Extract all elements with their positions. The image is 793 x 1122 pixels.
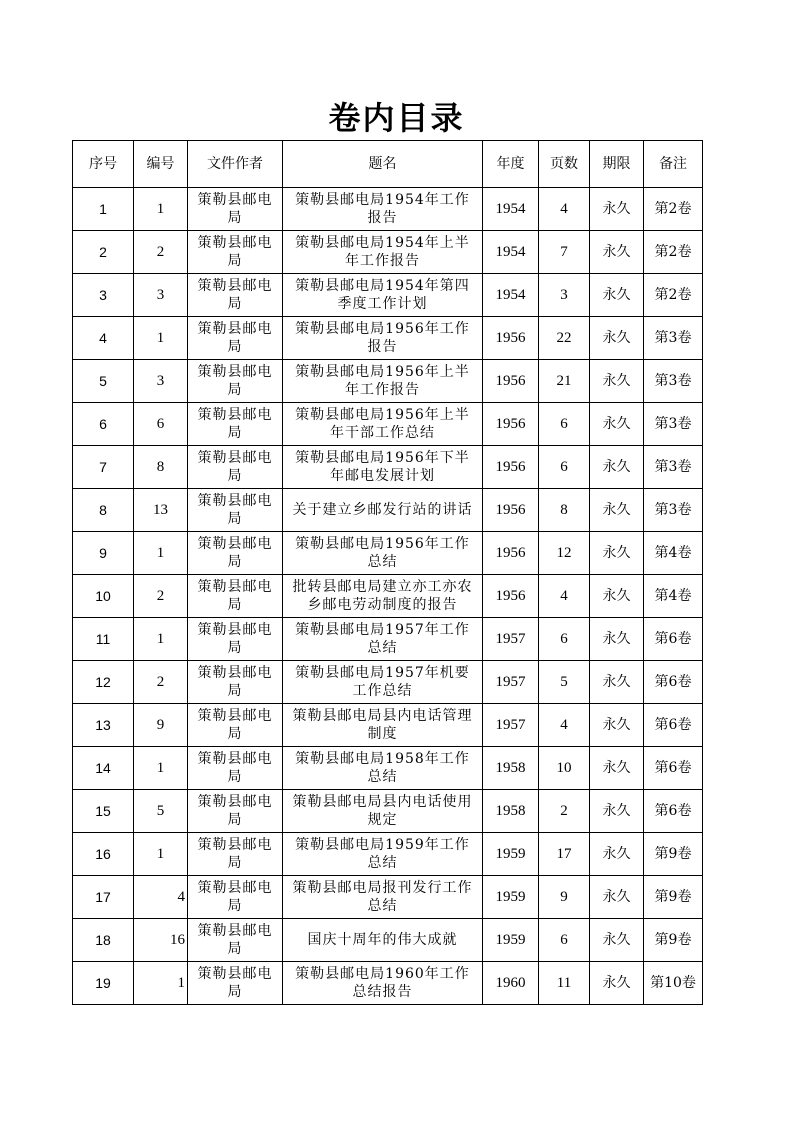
header-year: 年度 — [483, 141, 539, 188]
cell-year: 1958 — [483, 790, 539, 833]
cell-year: 1959 — [483, 876, 539, 919]
cell-code: 13 — [134, 489, 188, 532]
header-pages: 页数 — [539, 141, 590, 188]
cell-year: 1954 — [483, 231, 539, 274]
cell-code: 3 — [134, 360, 188, 403]
cell-seq: 12 — [73, 661, 134, 704]
page-title: 卷内目录 — [328, 99, 465, 137]
cell-note: 第10卷 — [644, 962, 703, 1005]
cell-code: 4 — [134, 876, 188, 919]
cell-name: 批转县邮电局建立亦工亦农乡邮电劳动制度的报告 — [283, 575, 483, 618]
cell-pages: 22 — [539, 317, 590, 360]
cell-note: 第4卷 — [644, 532, 703, 575]
cell-name: 策勒县邮电局1957年工作总结 — [283, 618, 483, 661]
cell-author: 策勒县邮电局 — [188, 317, 283, 360]
cell-seq: 16 — [73, 833, 134, 876]
cell-term: 永久 — [590, 489, 644, 532]
cell-pages: 6 — [539, 403, 590, 446]
cell-author: 策勒县邮电局 — [188, 575, 283, 618]
cell-code: 1 — [134, 188, 188, 231]
cell-author: 策勒县邮电局 — [188, 704, 283, 747]
cell-pages: 9 — [539, 876, 590, 919]
header-seq: 序号 — [73, 141, 134, 188]
table-row — [73, 274, 703, 317]
cell-note: 第3卷 — [644, 317, 703, 360]
header-row — [73, 141, 703, 188]
cell-name: 策勒县邮电局1956年工作总结 — [283, 532, 483, 575]
cell-term: 永久 — [590, 274, 644, 317]
cell-term: 永久 — [590, 704, 644, 747]
cell-code: 3 — [134, 274, 188, 317]
cell-year: 1956 — [483, 532, 539, 575]
cell-pages: 5 — [539, 661, 590, 704]
cell-pages: 4 — [539, 704, 590, 747]
table-row — [73, 360, 703, 403]
cell-pages: 10 — [539, 747, 590, 790]
cell-author: 策勒县邮电局 — [188, 403, 283, 446]
table-row — [73, 403, 703, 446]
cell-term: 永久 — [590, 661, 644, 704]
cell-pages: 6 — [539, 618, 590, 661]
cell-note: 第2卷 — [644, 188, 703, 231]
cell-seq: 10 — [73, 575, 134, 618]
table-row — [73, 188, 703, 231]
table-header — [73, 141, 703, 188]
cell-year: 1956 — [483, 575, 539, 618]
cell-year: 1958 — [483, 747, 539, 790]
cell-seq: 19 — [73, 962, 134, 1005]
cell-year: 1956 — [483, 317, 539, 360]
cell-pages: 11 — [539, 962, 590, 1005]
table-row — [73, 747, 703, 790]
table-body — [73, 188, 703, 1005]
cell-term: 永久 — [590, 962, 644, 1005]
cell-name: 策勒县邮电局1956年上半年工作报告 — [283, 360, 483, 403]
cell-code: 1 — [134, 618, 188, 661]
cell-seq: 18 — [73, 919, 134, 962]
cell-term: 永久 — [590, 231, 644, 274]
cell-name: 策勒县邮电局1956年下半年邮电发展计划 — [283, 446, 483, 489]
cell-term: 永久 — [590, 833, 644, 876]
cell-author: 策勒县邮电局 — [188, 360, 283, 403]
cell-note: 第6卷 — [644, 661, 703, 704]
cell-seq: 11 — [73, 618, 134, 661]
cell-author: 策勒县邮电局 — [188, 661, 283, 704]
cell-author: 策勒县邮电局 — [188, 188, 283, 231]
cell-name: 关于建立乡邮发行站的讲话 — [283, 489, 483, 532]
cell-name: 策勒县邮电局1958年工作总结 — [283, 747, 483, 790]
cell-note: 第6卷 — [644, 618, 703, 661]
cell-name: 策勒县邮电局1956年上半年干部工作总结 — [283, 403, 483, 446]
table-row — [73, 876, 703, 919]
cell-name: 策勒县邮电局1956年工作报告 — [283, 317, 483, 360]
cell-pages: 12 — [539, 532, 590, 575]
cell-pages: 3 — [539, 274, 590, 317]
cell-name: 策勒县邮电局报刊发行工作总结 — [283, 876, 483, 919]
cell-note: 第4卷 — [644, 575, 703, 618]
cell-note: 第9卷 — [644, 919, 703, 962]
cell-note: 第3卷 — [644, 360, 703, 403]
cell-year: 1956 — [483, 403, 539, 446]
cell-term: 永久 — [590, 790, 644, 833]
cell-term: 永久 — [590, 919, 644, 962]
cell-seq: 2 — [73, 231, 134, 274]
cell-term: 永久 — [590, 317, 644, 360]
header-name: 题名 — [283, 141, 483, 188]
cell-year: 1957 — [483, 661, 539, 704]
cell-seq: 15 — [73, 790, 134, 833]
cell-code: 1 — [134, 962, 188, 1005]
cell-author: 策勒县邮电局 — [188, 790, 283, 833]
cell-code: 2 — [134, 661, 188, 704]
cell-seq: 3 — [73, 274, 134, 317]
cell-note: 第2卷 — [644, 231, 703, 274]
cell-year: 1960 — [483, 962, 539, 1005]
cell-code: 1 — [134, 747, 188, 790]
cell-pages: 4 — [539, 575, 590, 618]
cell-name: 策勒县邮电局1960年工作总结报告 — [283, 962, 483, 1005]
table-row — [73, 661, 703, 704]
cell-name: 策勒县邮电局1954年工作报告 — [283, 188, 483, 231]
header-code: 编号 — [134, 141, 188, 188]
cell-pages: 8 — [539, 489, 590, 532]
table-row — [73, 618, 703, 661]
cell-code: 9 — [134, 704, 188, 747]
cell-note: 第3卷 — [644, 446, 703, 489]
catalog-table — [72, 140, 703, 1005]
cell-seq: 7 — [73, 446, 134, 489]
cell-author: 策勒县邮电局 — [188, 274, 283, 317]
cell-author: 策勒县邮电局 — [188, 833, 283, 876]
cell-code: 8 — [134, 446, 188, 489]
cell-term: 永久 — [590, 360, 644, 403]
cell-code: 1 — [134, 317, 188, 360]
cell-note: 第9卷 — [644, 833, 703, 876]
cell-pages: 4 — [539, 188, 590, 231]
table-row — [73, 575, 703, 618]
cell-pages: 7 — [539, 231, 590, 274]
cell-author: 策勒县邮电局 — [188, 489, 283, 532]
cell-code: 6 — [134, 403, 188, 446]
cell-year: 1959 — [483, 833, 539, 876]
cell-author: 策勒县邮电局 — [188, 919, 283, 962]
cell-term: 永久 — [590, 188, 644, 231]
cell-note: 第3卷 — [644, 489, 703, 532]
cell-year: 1957 — [483, 618, 539, 661]
cell-note: 第2卷 — [644, 274, 703, 317]
cell-year: 1957 — [483, 704, 539, 747]
cell-note: 第6卷 — [644, 747, 703, 790]
cell-code: 16 — [134, 919, 188, 962]
cell-name: 策勒县邮电局县内电话使用规定 — [283, 790, 483, 833]
cell-year: 1956 — [483, 446, 539, 489]
table-row — [73, 704, 703, 747]
cell-pages: 2 — [539, 790, 590, 833]
cell-author: 策勒县邮电局 — [188, 446, 283, 489]
table-row — [73, 833, 703, 876]
cell-note: 第3卷 — [644, 403, 703, 446]
cell-term: 永久 — [590, 575, 644, 618]
table-row — [73, 317, 703, 360]
cell-code: 1 — [134, 833, 188, 876]
cell-note: 第6卷 — [644, 704, 703, 747]
cell-seq: 6 — [73, 403, 134, 446]
cell-author: 策勒县邮电局 — [188, 962, 283, 1005]
cell-seq: 17 — [73, 876, 134, 919]
cell-year: 1959 — [483, 919, 539, 962]
cell-year: 1954 — [483, 188, 539, 231]
cell-seq: 1 — [73, 188, 134, 231]
header-note: 备注 — [644, 141, 703, 188]
table-row — [73, 446, 703, 489]
cell-seq: 8 — [73, 489, 134, 532]
cell-seq: 4 — [73, 317, 134, 360]
cell-code: 5 — [134, 790, 188, 833]
cell-author: 策勒县邮电局 — [188, 747, 283, 790]
table-row — [73, 532, 703, 575]
table-row — [73, 231, 703, 274]
table-row — [73, 790, 703, 833]
cell-year: 1954 — [483, 274, 539, 317]
cell-code: 2 — [134, 575, 188, 618]
cell-pages: 21 — [539, 360, 590, 403]
table-row — [73, 962, 703, 1005]
cell-pages: 6 — [539, 919, 590, 962]
cell-code: 2 — [134, 231, 188, 274]
cell-author: 策勒县邮电局 — [188, 532, 283, 575]
cell-code: 1 — [134, 532, 188, 575]
cell-term: 永久 — [590, 446, 644, 489]
cell-name: 策勒县邮电局1959年工作总结 — [283, 833, 483, 876]
cell-pages: 17 — [539, 833, 590, 876]
cell-note: 第9卷 — [644, 876, 703, 919]
header-author: 文件作者 — [188, 141, 283, 188]
cell-seq: 14 — [73, 747, 134, 790]
cell-name: 国庆十周年的伟大成就 — [283, 919, 483, 962]
cell-name: 策勒县邮电局县内电话管理制度 — [283, 704, 483, 747]
cell-author: 策勒县邮电局 — [188, 231, 283, 274]
cell-author: 策勒县邮电局 — [188, 618, 283, 661]
cell-seq: 5 — [73, 360, 134, 403]
cell-year: 1956 — [483, 489, 539, 532]
table-row — [73, 919, 703, 962]
cell-term: 永久 — [590, 532, 644, 575]
cell-seq: 13 — [73, 704, 134, 747]
cell-term: 永久 — [590, 403, 644, 446]
cell-term: 永久 — [590, 747, 644, 790]
cell-name: 策勒县邮电局1957年机要工作总结 — [283, 661, 483, 704]
cell-name: 策勒县邮电局1954年第四季度工作计划 — [283, 274, 483, 317]
cell-term: 永久 — [590, 876, 644, 919]
table-row — [73, 489, 703, 532]
header-term: 期限 — [590, 141, 644, 188]
cell-year: 1956 — [483, 360, 539, 403]
cell-name: 策勒县邮电局1954年上半年工作报告 — [283, 231, 483, 274]
cell-note: 第6卷 — [644, 790, 703, 833]
cell-seq: 9 — [73, 532, 134, 575]
cell-author: 策勒县邮电局 — [188, 876, 283, 919]
cell-term: 永久 — [590, 618, 644, 661]
cell-pages: 6 — [539, 446, 590, 489]
